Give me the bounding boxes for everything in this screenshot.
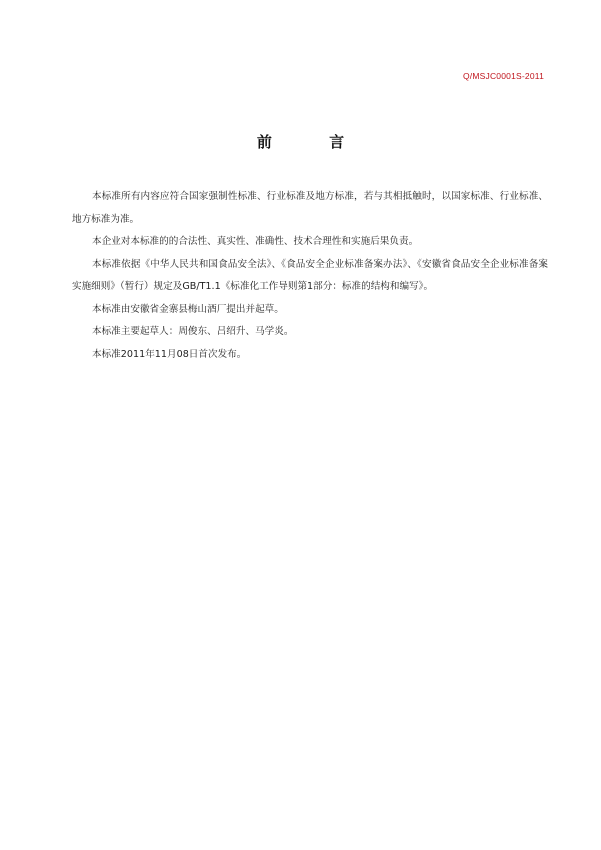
paragraph: 本标准主要起草人：周俊东、吕绍升、马学炎。 xyxy=(92,326,294,337)
paragraph: 本标准依据《中华人民共和国食品安全法》、《食品安全企业标准备案办法》、《安徽省食品安全企业标准备案实施细则》（暂行）规定及GB/T1.1《标准化工作导则第1部分：标准的结构和编写》。 xyxy=(72,258,548,292)
foreword-body xyxy=(72,186,548,366)
paragraph: 本企业对本标准的的合法性、真实性、准确性、技术合理性和实施后果负责。 xyxy=(92,236,419,247)
paragraph: 本标准2011年11月08日首次发布。 xyxy=(92,348,247,360)
page-title: 前 言 xyxy=(256,133,371,151)
standard-code: Q/MSJC0001S-2011 xyxy=(463,71,544,81)
paragraph: 本标准所有内容应符合国家强制性标准、行业标准及地方标准，若与其相抵触时，以国家标准、行业标准、地方标准为准。 xyxy=(72,191,548,225)
paragraph: 本标准由安徽省金寨县梅山酒厂提出并起草。 xyxy=(92,303,284,315)
